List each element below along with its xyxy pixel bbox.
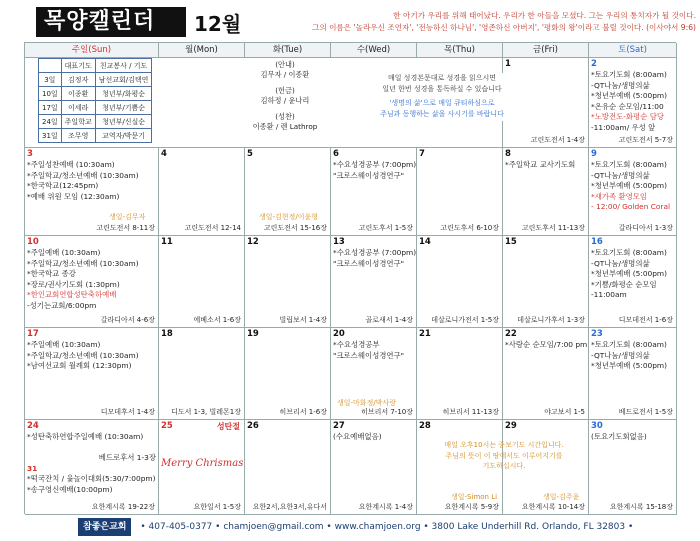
day-number: 22 xyxy=(505,329,517,339)
contact-info[interactable]: • 407-405-0377 • chamjoen@gmail.com • www.chamjoen.org • 3800 Lake Underhill Rd. Orlando, FL 32803 • xyxy=(140,522,634,532)
bible-reading: 요한일서 1-5장 xyxy=(193,503,241,511)
day-number: 19 xyxy=(247,329,259,339)
event-line: *주일학교/청소년예배 (10:30am) xyxy=(27,258,139,268)
event-line: *새가족 환영모임 xyxy=(591,191,648,201)
day-cell-1[interactable] xyxy=(503,58,589,148)
guide-names: 김무자 / 이종환 xyxy=(260,70,310,79)
event-line: *토요기도회 (8:00am) xyxy=(591,160,667,169)
header-verse xyxy=(311,10,696,34)
event-line: *주일성찬예배 (10:30am) xyxy=(27,160,115,169)
day-number: 16 xyxy=(591,237,603,247)
day-events xyxy=(27,160,156,202)
day-number: 18 xyxy=(161,329,173,339)
event-line: *수요성경공부 (7:00pm) xyxy=(333,248,417,257)
offering-names: 김하정 / 윤나리 xyxy=(260,96,310,105)
day-number: 13 xyxy=(333,237,345,247)
day-cell-13[interactable] xyxy=(331,236,417,328)
day-events xyxy=(591,160,674,213)
day-cell-7[interactable] xyxy=(417,148,503,236)
bible-reading: 고린도전서 8-11장 xyxy=(96,224,155,232)
prayer-line: 매일 오후10시는 중보기도 시간입니다. xyxy=(444,441,564,449)
holiday-label: 성탄절 xyxy=(216,422,240,431)
day-events xyxy=(591,70,674,134)
notice-line: '생명의 삶'으로 매일 큐티하심으로 xyxy=(389,99,495,107)
day-number: 24 xyxy=(27,421,39,431)
bible-reading: 골로새서 1-4장 xyxy=(365,316,413,324)
bible-reading: 고린도전서 15-16장 xyxy=(263,224,327,232)
bible-reading: 에베소서 1-6장 xyxy=(193,316,241,324)
table-row: 3일 김정자 남선교회/김택연 xyxy=(39,73,152,87)
day-events xyxy=(27,340,156,372)
day-cell-20[interactable] xyxy=(331,328,417,420)
bible-reading: 디도서 1-3, 빌레몬1장 xyxy=(171,408,241,416)
bible-reading: 고린도후서 11-13장 xyxy=(521,224,585,232)
day-events xyxy=(591,432,674,443)
day-events xyxy=(333,432,414,443)
event-line: *청년부예배 (5:00pm) xyxy=(591,181,667,191)
bible-reading-24: 베드로후서 1-3장 xyxy=(98,453,156,463)
day-number: 21 xyxy=(419,329,431,339)
event-line: *한국학교 종강 xyxy=(27,269,76,279)
day-number: 10 xyxy=(27,237,39,247)
event-line: "크로스웨이성경연구" xyxy=(333,170,405,180)
day-cell-18[interactable] xyxy=(159,328,245,420)
day-number: 29 xyxy=(505,421,517,431)
day-cell-19[interactable] xyxy=(245,328,331,420)
bible-reading-notice xyxy=(374,73,510,121)
day-number: 27 xyxy=(333,421,345,431)
weekday-thu: 목(Thu) xyxy=(417,43,503,58)
day-cell-24-31[interactable] xyxy=(25,420,159,515)
bible-reading: 요한계시록 1-4장 xyxy=(358,503,413,511)
bible-reading: 갈라디아서 1-3장 xyxy=(618,224,673,232)
bible-reading: 데살로니가전서 1-5장 xyxy=(431,316,499,324)
event-line: *청년부예배 (5:00pm) xyxy=(591,269,667,279)
event-line: *주일예배 (10:30am) xyxy=(27,248,101,257)
calendar-header xyxy=(0,0,700,42)
day-number: 30 xyxy=(591,421,603,431)
event-line: *청년부예배 (5:00pm) xyxy=(591,361,667,371)
day-events xyxy=(333,160,417,181)
calendar-title: 목양캘린더 xyxy=(36,7,186,37)
event-line: (수요예배없음) xyxy=(333,432,382,441)
event-line: -11:00am/ 우성 앞 xyxy=(591,122,656,132)
event-line: *한인교회연합성탄축하예배 xyxy=(27,290,117,300)
notice-line: 매일 성경본문대로 성경을 읽으시면 xyxy=(387,74,497,82)
day-cell-27[interactable] xyxy=(331,420,417,515)
day-cell-15[interactable] xyxy=(503,236,589,328)
day-cell-17[interactable] xyxy=(25,328,159,420)
day-events xyxy=(27,248,156,312)
day-cell-4[interactable] xyxy=(159,148,245,236)
church-footer xyxy=(78,518,633,536)
bible-reading: 요한계시록 10-14장 xyxy=(521,503,585,511)
event-line: -QT나눔/생명의삶 xyxy=(591,350,650,360)
bible-reading: 디모데전서 1-6장 xyxy=(618,316,673,324)
day-number: 20 xyxy=(333,329,345,339)
day-cell-25[interactable] xyxy=(159,420,245,515)
bible-reading: 데살로니가후서 1-3장 xyxy=(517,316,585,324)
day-number: 8 xyxy=(505,149,511,159)
table-row: 24일 주일학교 청년부/신실순 xyxy=(39,115,152,129)
event-line: *남여선교회 월례회 (12:30pm) xyxy=(27,361,132,371)
event-line: -QT나눔/생명의삶 xyxy=(591,170,650,180)
event-line: - 12:00/ Golden Coral xyxy=(591,202,671,212)
day-cell-6[interactable] xyxy=(331,148,417,236)
event-line: *주일학교 교사기도회 xyxy=(505,160,576,169)
event-line: *토요기도회 (8:00am) xyxy=(591,248,667,257)
bible-reading: 요한계시록 15-18장 xyxy=(609,503,673,511)
table-row: 31일 조무영 교역자/박문기 xyxy=(39,129,152,143)
bible-reading: 히브리서 1-6장 xyxy=(279,408,327,416)
event-line: -11:00am xyxy=(591,290,627,300)
day-cell-12[interactable] xyxy=(245,236,331,328)
day-number: 4 xyxy=(161,149,167,159)
event-line: *예배 위원 모임 (12:30am) xyxy=(27,191,120,201)
event-line: *떡국잔치 / 윷놀이대회(5:30/7:00pm) xyxy=(27,474,156,484)
weekday-header xyxy=(25,43,677,58)
table-row: 10일 이종환 청년부/화평순 xyxy=(39,87,152,101)
church-name: 참좋은교회 xyxy=(78,518,131,536)
guide-label: (안내) xyxy=(275,60,295,69)
day-number: 5 xyxy=(247,149,253,159)
event-line: (토요기도회없음) xyxy=(591,432,647,441)
bible-reading: 갈라디아서 4-6장 xyxy=(100,316,155,324)
event-line: *사랑순 순모임/7:00 pm xyxy=(505,340,588,349)
service-duty-table xyxy=(38,58,152,143)
bible-reading: 베드로전서 1-5장 xyxy=(618,408,673,416)
day-events xyxy=(333,248,417,269)
birthday-note: 생일-김주윤 xyxy=(543,493,580,501)
day-number: 26 xyxy=(247,421,259,431)
event-line: *수요성경공부 xyxy=(333,340,380,349)
prayer-line: 주님의 뜻이 이 땅에서도 이루어지기를 xyxy=(445,451,563,460)
day-events xyxy=(505,340,586,351)
bible-reading: 빌립보서 1-4장 xyxy=(279,316,327,324)
day-cell-14[interactable] xyxy=(417,236,503,328)
day-cell-16[interactable] xyxy=(589,236,677,328)
merry-christmas-text: Merry Chrismas xyxy=(161,458,244,469)
event-line: *주일예배 (10:30am) xyxy=(27,340,101,349)
event-line: *온유순 순모임/11:00 xyxy=(591,101,664,111)
weekday-sun: 주일(Sun) xyxy=(25,43,159,58)
bible-reading: 요한계시록 19-22장 xyxy=(91,503,155,511)
birthday-note: 생일-마화정/박사랑 xyxy=(337,399,396,407)
event-line: *수요성경공부 (7:00pm) xyxy=(333,160,417,169)
event-line: *기쁨/화평순 순모임 xyxy=(591,279,657,289)
day-cell-10[interactable] xyxy=(25,236,159,328)
day-number-31: 31 xyxy=(27,463,38,473)
day-cell-30[interactable] xyxy=(589,420,677,515)
weekday-fri: 금(Fri) xyxy=(503,43,589,58)
event-line: *송구영신예배(10:00pm) xyxy=(27,484,113,494)
bible-reading: 고린도후서 6-10장 xyxy=(440,224,499,232)
verse-line-1: 한 아기가 우리를 위해 태어났다. 우리가 한 아들을 모셨다. 그는 우리의 통치자가 될 것이다. xyxy=(393,11,696,20)
birthday-note: 생일-김무자 xyxy=(109,213,146,221)
day-cell-5[interactable] xyxy=(245,148,331,236)
day-number: 28 xyxy=(419,421,431,431)
day-number: 3 xyxy=(27,149,33,159)
event-line: -성기는교회/6:00pm xyxy=(27,300,97,310)
verse-line-2: 그의 이름은 '놀라우신 조언자', '전능하신 하나님', '영존하신 아버지', '평화의 왕'이라고 불릴 것이다. (이사야서 9:6) xyxy=(312,23,696,32)
day-events xyxy=(591,248,674,301)
day-cell-26[interactable] xyxy=(245,420,331,515)
day-number: 15 xyxy=(505,237,517,247)
event-line: "크로스웨이성경연구" xyxy=(333,350,405,360)
day-number: 1 xyxy=(505,59,511,69)
day-cell-9[interactable] xyxy=(589,148,677,236)
bible-reading: 고린도전서 5-7장 xyxy=(618,136,673,144)
day-cell-23[interactable] xyxy=(589,328,677,420)
day-events xyxy=(27,432,156,496)
table-row: 17일 이세라 청년부/기쁨순 xyxy=(39,101,152,115)
day-number: 14 xyxy=(419,237,431,247)
day-number: 12 xyxy=(247,237,259,247)
event-line: "크로스웨이성경연구" xyxy=(333,258,405,268)
day-events xyxy=(333,340,414,361)
day-number: 7 xyxy=(419,149,425,159)
notice-line: 일년 한번 성경을 통독하실 수 있습니다 xyxy=(382,84,502,93)
event-line xyxy=(27,443,156,454)
day-number: 23 xyxy=(591,329,603,339)
weekday-sat: 토(Sat) xyxy=(589,43,677,58)
event-line: -QT나눔/생명의삶 xyxy=(591,258,650,268)
notice-line: 주님과 동행하는 삶을 사시기를 바랍니다 xyxy=(380,109,504,118)
day-number: 2 xyxy=(591,59,597,69)
event-line: *토요기도회 (8:00am) xyxy=(591,340,667,349)
bible-reading: 히브리서 11-13장 xyxy=(442,408,499,416)
event-line: *토요기도회 (8:00am) xyxy=(591,70,667,79)
bible-reading: 고린도후서 1-5장 xyxy=(358,224,413,232)
bible-reading: 고린도전서 12-14 xyxy=(184,224,241,232)
event-line: *청년부예배 (5:00pm) xyxy=(591,91,667,101)
day-cell-11[interactable] xyxy=(159,236,245,328)
event-line: *노방전도-화평순 담당 xyxy=(591,112,664,122)
day-number: 11 xyxy=(161,237,173,247)
event-line: *장로/권사기도회 (1:30pm) xyxy=(27,279,120,289)
bible-reading: 요한계시록 5-9장 xyxy=(444,503,499,511)
event-line: *한국학교(12:45pm) xyxy=(27,181,99,191)
offering-label: (헌금) xyxy=(275,86,295,95)
day-cell-22[interactable] xyxy=(503,328,589,420)
day-cell-21[interactable] xyxy=(417,328,503,420)
day-events xyxy=(591,340,674,372)
bible-reading: 디모데후서 1-4장 xyxy=(100,408,155,416)
day-cell-3[interactable] xyxy=(25,148,159,236)
bible-reading: 고린도전서 1-4장 xyxy=(530,136,585,144)
calendar-month: 12월 xyxy=(194,12,242,36)
event-line: *성탄축하연합주일예배 (10:30am) xyxy=(27,432,144,441)
prayer-line: 기도하십시다. xyxy=(482,462,526,470)
event-line: *주일학교/청소년예배 (10:30am) xyxy=(27,350,139,360)
day-cell-29[interactable] xyxy=(503,420,589,515)
event-line: *주일학교/청소년예배 (10:30am) xyxy=(27,170,139,180)
communion-label: (성찬) xyxy=(275,112,295,121)
service-roles xyxy=(240,60,330,132)
bible-reading: 요한2서,요한3서,유다서 xyxy=(252,503,327,511)
day-cell-8[interactable] xyxy=(503,148,589,236)
weekday-mon: 월(Mon) xyxy=(159,43,245,58)
birthday-note: 생일-Simon Li xyxy=(451,493,498,501)
communion-names: 이종환 / 렌 Lathrop xyxy=(252,122,318,131)
day-number: 9 xyxy=(591,149,597,159)
day-number: 17 xyxy=(27,329,39,339)
day-events xyxy=(505,160,586,171)
event-line: -QT나눔/생명의삶 xyxy=(591,80,650,90)
weekday-tue: 화(Tue) xyxy=(245,43,331,58)
weekday-wed: 수(Wed) xyxy=(331,43,417,58)
birthday-note: 생일-김현정/이윤형 xyxy=(259,213,318,221)
day-cell-2[interactable] xyxy=(589,58,677,148)
table-row: 대표기도 친교봉사 / 기도 xyxy=(39,59,152,73)
bible-reading: 히브리서 7-10장 xyxy=(361,408,413,416)
bible-reading: 야고보서 1-5 xyxy=(544,408,585,416)
day-number: 25 xyxy=(161,421,173,431)
day-number: 6 xyxy=(333,149,339,159)
